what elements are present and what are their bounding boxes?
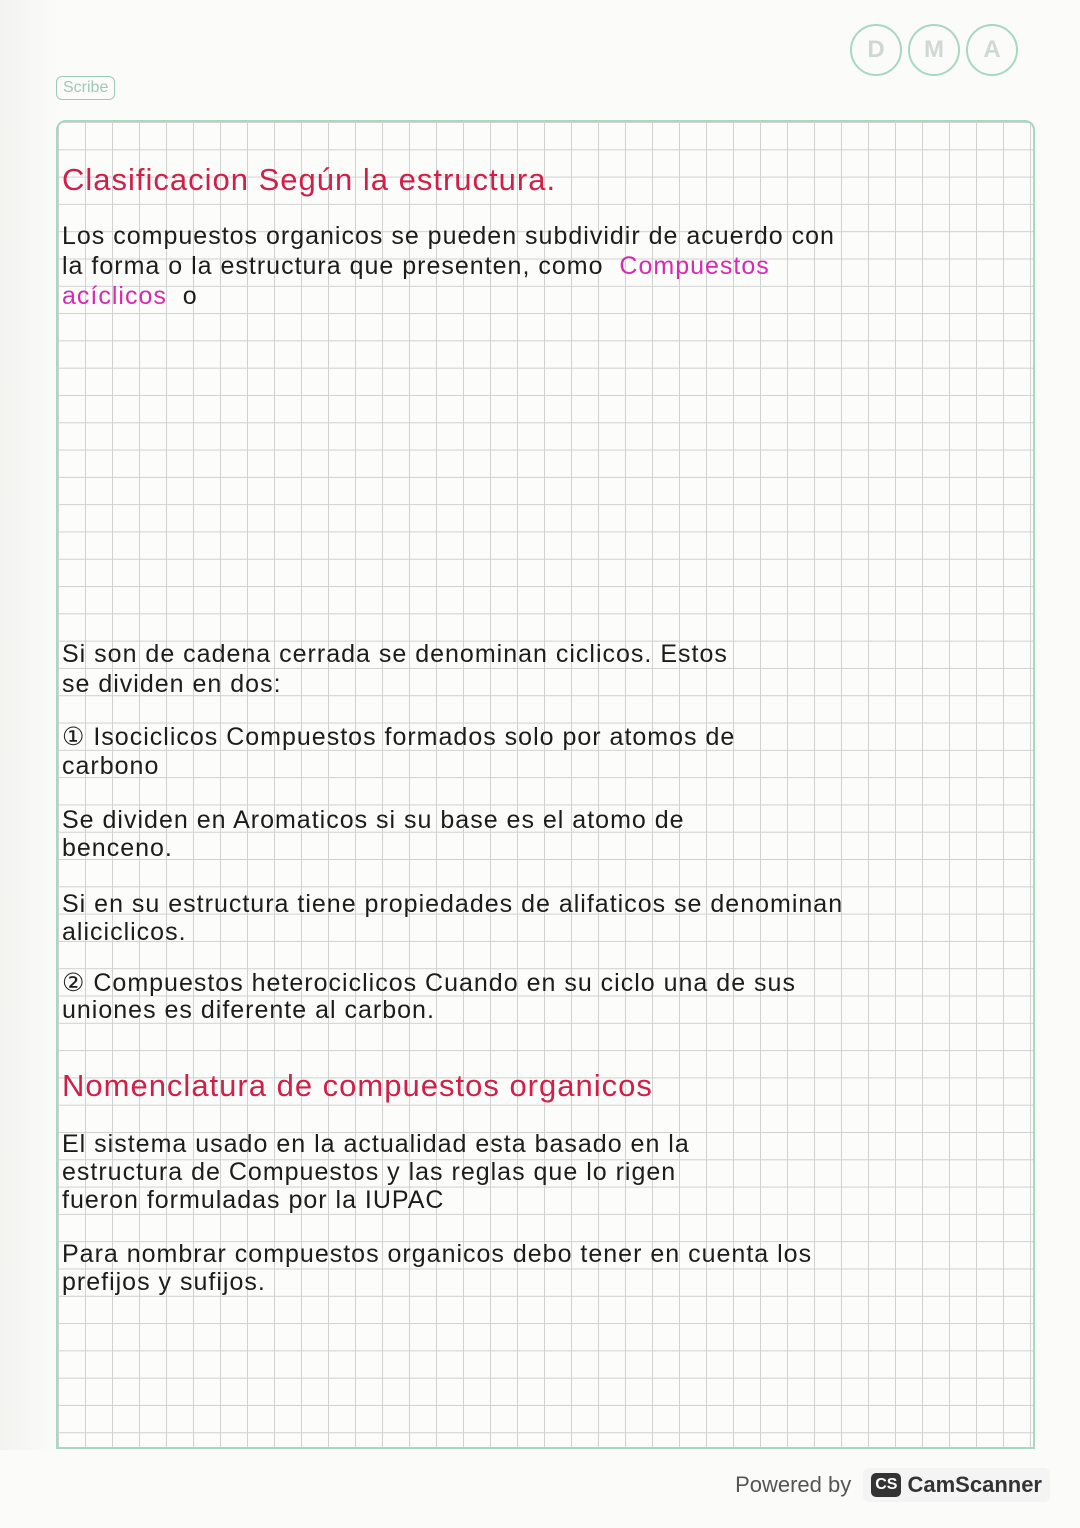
text-line: El sistema usado en la actualidad esta basado en la	[62, 1130, 690, 1158]
camscanner-brand: CamScanner	[907, 1472, 1042, 1497]
text-line: Si son de cadena cerrada se denominan ciclicos. Estos	[62, 640, 728, 668]
camscanner-footer	[735, 1468, 1050, 1502]
highlight-compuestos: Compuestos	[619, 252, 770, 280]
dma-badges	[850, 24, 1018, 76]
text-line: estructura de Compuestos y las reglas que lo rigen	[62, 1158, 677, 1186]
text-line: Si en su estructura tiene propiedades de alifaticos se denominan	[62, 890, 844, 918]
text-line: Los compuestos organicos se pueden subdividir de acuerdo con	[62, 222, 835, 250]
text-line: se dividen en dos:	[62, 670, 282, 698]
text-line: benceno.	[62, 834, 173, 862]
text-span: la forma o la estructura que presenten, como	[62, 252, 604, 280]
text-line: Para nombrar compuestos organicos debo tener en cuenta los	[62, 1240, 813, 1268]
badge-a: A	[966, 24, 1018, 76]
text-line: ② Compuestos heterociclicos Cuando en su ciclo una de sus	[62, 969, 796, 997]
notebook-edge	[0, 0, 60, 1450]
badge-m: M	[908, 24, 960, 76]
text-span: o	[182, 282, 198, 310]
text-line: fueron formuladas por la IUPAC	[62, 1186, 445, 1214]
text-line: ① Isociclicos Compuestos formados solo por atomos de	[62, 723, 736, 751]
text-line: uniones es diferente al carbon.	[62, 996, 435, 1024]
text-line: aliciclicos.	[62, 918, 187, 946]
highlight-aciclicos: acíclicos	[62, 282, 167, 310]
text-line	[62, 282, 198, 311]
text-line: carbono	[62, 752, 160, 780]
text-line: prefijos y sufijos.	[62, 1268, 266, 1296]
camscanner-logo	[863, 1468, 1050, 1502]
section-title-clasificacion: Clasificacion Según la estructura.	[62, 162, 557, 197]
text-line: Se dividen en Aromaticos si su base es el atomo de	[62, 806, 685, 834]
camscanner-icon: CS	[871, 1473, 901, 1497]
text-line	[62, 252, 770, 281]
badge-d: D	[850, 24, 902, 76]
powered-by-label: Powered by	[735, 1472, 852, 1497]
section-title-nomenclatura: Nomenclatura de compuestos organicos	[62, 1068, 653, 1103]
scribe-logo: Scribe	[56, 76, 115, 100]
